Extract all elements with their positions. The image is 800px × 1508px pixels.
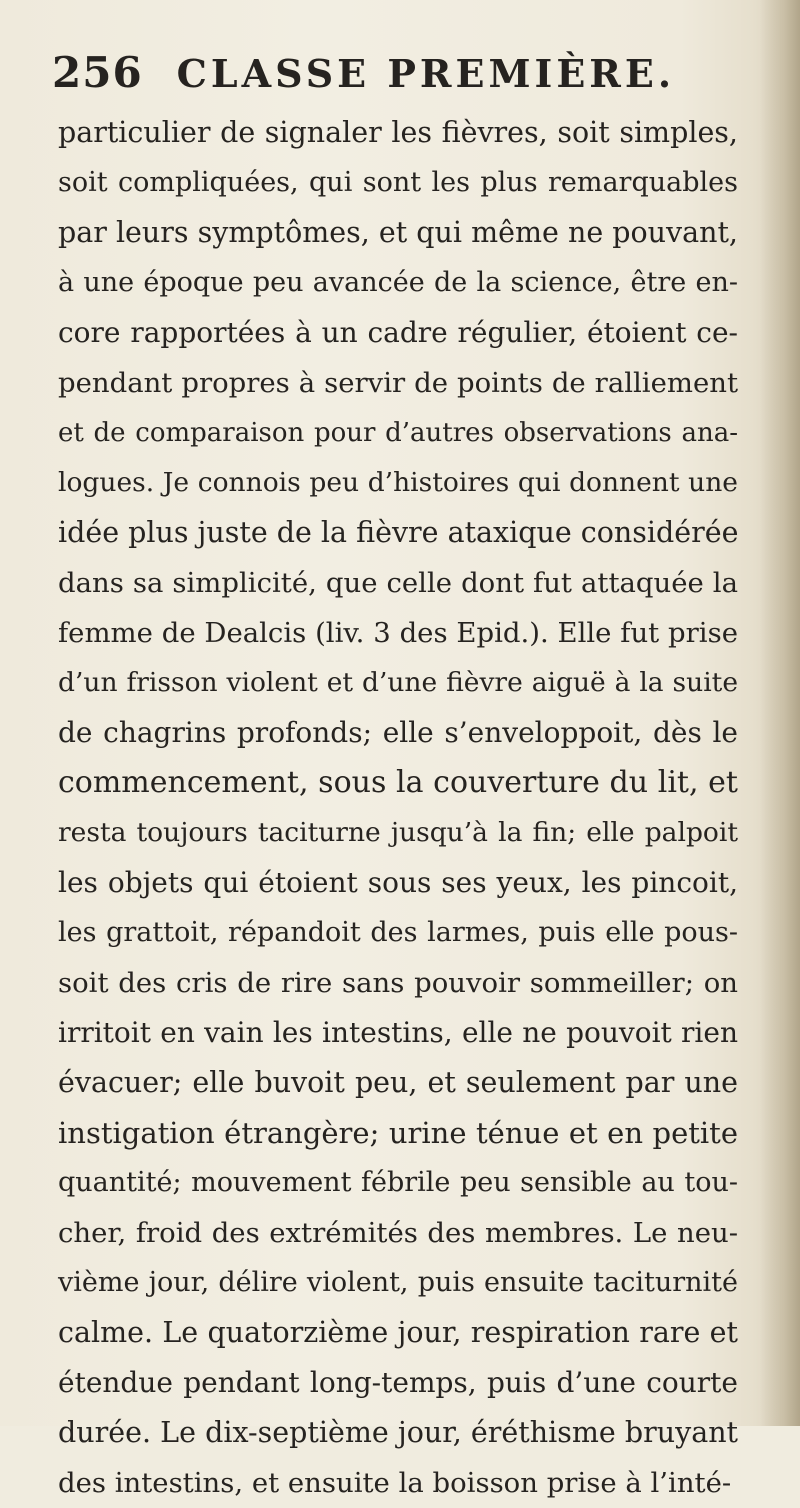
text-line: idée plus juste de la fièvre ataxique considérée — [58, 516, 739, 549]
text-line: évacuer; elle buvoit peu, et seulement par une — [58, 1066, 738, 1099]
text-line: commencement, sous la couverture du lit, et — [58, 765, 738, 800]
text-line: soit des cris de rire sans pouvoir sommeiller; on — [58, 967, 738, 999]
text-line: resta toujours taciturne jusqu’à la fin; elle palpoit — [58, 817, 738, 848]
text-line: pendant propres à servir de points de ralliement — [58, 367, 738, 399]
page-number: 256 — [52, 48, 143, 97]
text-line: d’un frisson violent et d’une fièvre aiguë à la suite — [58, 667, 738, 698]
text-line: soit compliquées, qui sont les plus remarquables — [58, 167, 738, 198]
text-line: par leurs symptômes, et qui même ne pouvant, — [58, 216, 738, 249]
text-line: femme de Dealcis (liv. 3 des Epid.). Elle fut prise — [58, 617, 738, 649]
page-edge-shadow — [760, 0, 800, 1426]
text-line: irritoit en vain les intestins, elle ne pouvoit rien — [58, 1016, 738, 1049]
text-line: durée. Le dix-septième jour, éréthisme bruyant — [58, 1416, 738, 1449]
running-head — [52, 48, 676, 104]
text-line: les objets qui étoient sous ses yeux, les pincoit, — [58, 866, 738, 899]
text-line: vième jour, délire violent, puis ensuite taciturnité — [58, 1267, 738, 1298]
body-text — [58, 108, 738, 1508]
text-line: de chagrins profonds; elle s’enveloppoit, dès le — [58, 716, 738, 749]
text-line: quantité; mouvement fébrile peu sensible au tou- — [58, 1167, 738, 1198]
text-line: logues. Je connois peu d’histoires qui donnent une — [58, 467, 738, 498]
text-line: à une époque peu avancée de la science, être en- — [58, 267, 738, 298]
text-line: et de comparaison pour d’autres observations ana- — [58, 418, 738, 448]
text-line: étendue pendant long-temps, puis d’une courte — [58, 1366, 738, 1399]
text-line: dans sa simplicité, que celle dont fut attaquée la — [58, 567, 738, 599]
text-line: calme. Le quatorzième jour, respiration rare et — [58, 1316, 738, 1349]
text-line: des intestins, et ensuite la boisson prise à l’inté- — [58, 1467, 732, 1499]
text-line: instigation étrangère; urine ténue et en petite — [58, 1116, 738, 1150]
text-line: les grattoit, répandoit des larmes, puis elle pous- — [58, 917, 738, 948]
text-line: core rapportées à un cadre régulier, étoient ce- — [58, 316, 738, 349]
section-title: CLASSE PREMIÈRE. — [176, 51, 676, 96]
text-line: cher, froid des extrémités des membres. Le neu- — [58, 1217, 738, 1249]
text-line: particulier de signaler les fièvres, soit simples, — [58, 116, 738, 149]
